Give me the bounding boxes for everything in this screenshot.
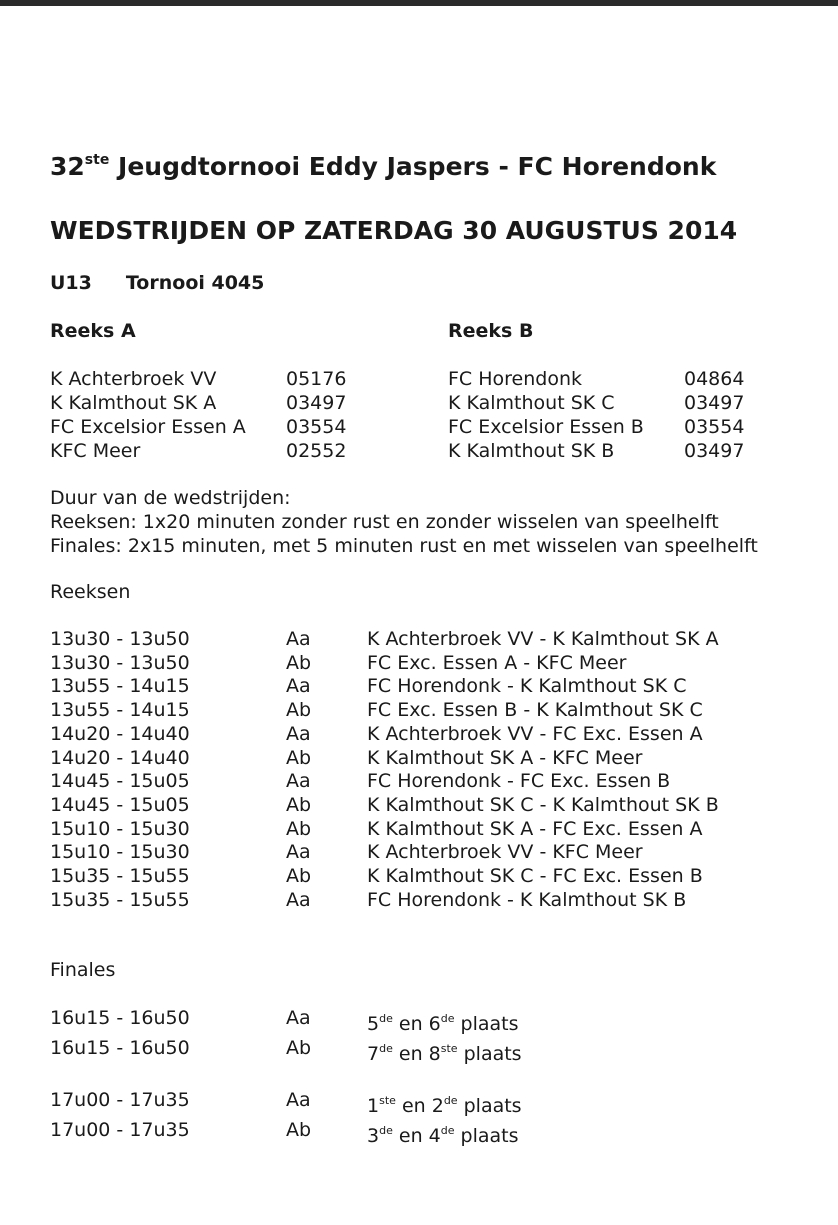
team-row: K Kalmthout SK B 03497 (448, 440, 745, 462)
duration-heading: Duur van de wedstrijden: (50, 487, 291, 509)
final-row: 17u00 - 17u35 Aa 1ste en 2de plaats (50, 1089, 522, 1118)
team-row: FC Excelsior Essen B 03554 (448, 416, 745, 438)
tournament-number: Tornooi 4045 (125, 272, 265, 294)
team-row: K Kalmthout SK A 03497 (50, 392, 347, 414)
team-row: FC Horendonk 04864 (448, 368, 745, 390)
duration-finales: Finales: 2x15 minuten, met 5 minuten rust en met wisselen van speelhelft (50, 535, 758, 557)
match-row: 15u10 - 15u30 Ab K Kalmthout SK A - FC Exc. Essen A (50, 817, 703, 840)
reeks-a-title: Reeks A (50, 320, 136, 342)
match-row: 13u55 - 14u15 Aa FC Horendonk - K Kalmthout SK C (50, 675, 687, 698)
match-row: 14u45 - 15u05 Aa FC Horendonk - FC Exc. Essen B (50, 770, 671, 793)
match-row: 15u35 - 15u55 Aa FC Horendonk - K Kalmthout SK B (50, 888, 687, 911)
category-label: U13 (50, 272, 92, 294)
reeks-b-title: Reeks B (448, 320, 534, 342)
scan-edge (0, 0, 838, 6)
match-row: 13u55 - 14u15 Ab FC Exc. Essen B - K Kalmthout SK C (50, 699, 703, 722)
final-placement: 3de en 4de plaats (367, 1124, 519, 1148)
match-row: 15u10 - 15u30 Aa K Achterbroek VV - KFC Meer (50, 841, 643, 864)
finales-label: Finales (50, 959, 116, 981)
schedule-heading: WEDSTRIJDEN OP ZATERDAG 30 AUGUSTUS 2014 (50, 216, 738, 245)
final-row: 16u15 - 16u50 Ab 7de en 8ste plaats (50, 1036, 522, 1065)
final-placement: 5de en 6de plaats (367, 1012, 519, 1035)
team-row: KFC Meer 02552 (50, 440, 347, 462)
reeks-b-team-list (448, 367, 744, 463)
final-row: 17u00 - 17u35 Ab 3de en 4de plaats (50, 1119, 519, 1148)
spacer (50, 1066, 522, 1089)
match-row: 13u30 - 13u50 Aa K Achterbroek VV - K Kalmthout SK A (50, 628, 719, 650)
reeksen-label: Reeksen (50, 581, 131, 603)
match-row: 14u20 - 14u40 Ab K Kalmthout SK A - KFC Meer (50, 746, 643, 769)
match-row: 14u20 - 14u40 Aa K Achterbroek VV - FC Exc. Essen A (50, 722, 703, 745)
category-line (50, 272, 264, 294)
final-placement: 7de en 8ste plaats (367, 1041, 522, 1065)
match-row: 14u45 - 15u05 Ab K Kalmthout SK C - K Kalmthout SK B (50, 793, 719, 816)
team-row: K Kalmthout SK C 03497 (448, 392, 745, 414)
match-row: 13u30 - 13u50 Ab FC Exc. Essen A - KFC Meer (50, 651, 627, 674)
match-row: 15u35 - 15u55 Ab K Kalmthout SK C - FC Exc. Essen B (50, 865, 703, 888)
finals-schedule (50, 1007, 522, 1149)
document-title: 32ste Jeugdtornooi Eddy Jaspers - FC Horendonk (50, 152, 717, 181)
duration-reeksen: Reeksen: 1x20 minuten zonder rust en zonder wisselen van speelhelft (50, 511, 719, 533)
team-row: K Achterbroek VV 05176 (50, 368, 347, 390)
match-schedule (50, 628, 719, 912)
team-row: FC Excelsior Essen A 03554 (50, 416, 347, 438)
final-placement: 1ste en 2de plaats (367, 1094, 522, 1118)
duration-block (50, 486, 758, 558)
reeks-a-team-list (50, 367, 346, 463)
final-row: 16u15 - 16u50 Aa 5de en 6de plaats (50, 1007, 519, 1035)
